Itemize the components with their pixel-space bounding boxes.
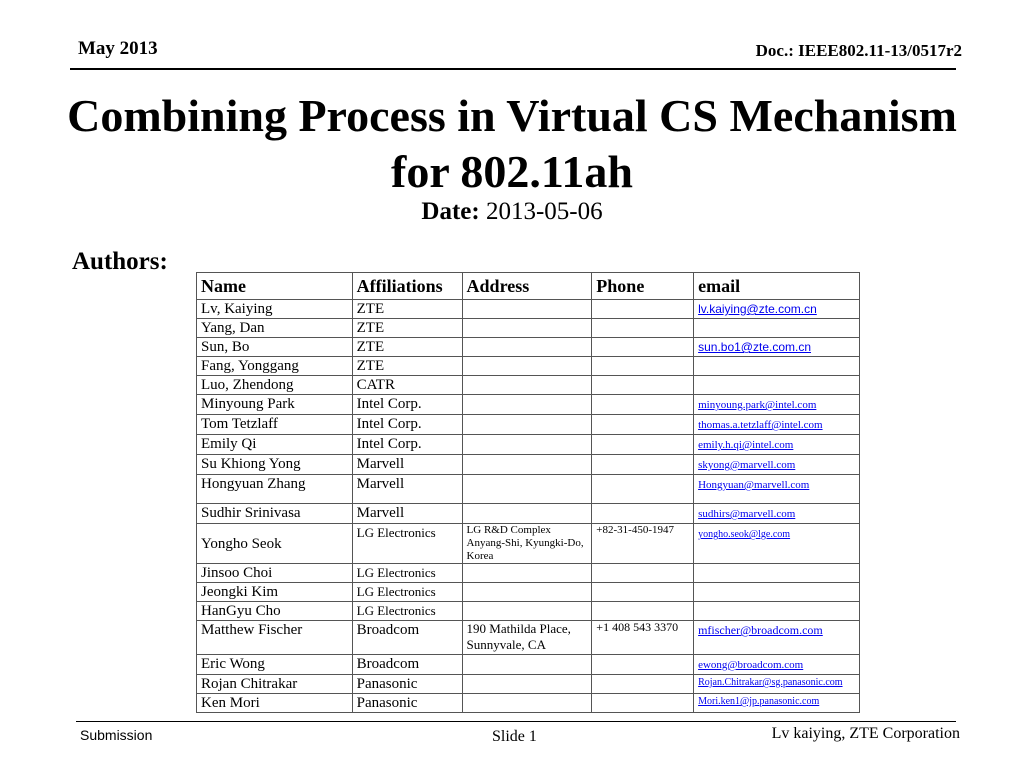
author-email-cell [694, 475, 860, 504]
author-email-cell [694, 338, 860, 357]
email-link[interactable]: emily.h.qi@intel.com [698, 439, 794, 451]
email-link[interactable]: yongho.seok@lge.com [698, 529, 791, 540]
author-affiliation: Broadcom [352, 655, 462, 675]
author-phone [592, 395, 694, 415]
author-address [462, 338, 592, 357]
table-row [197, 319, 860, 338]
author-email-cell [694, 675, 860, 694]
email-link[interactable]: Hongyuan@marvell.com [698, 479, 810, 491]
email-link[interactable]: ewong@broadcom.com [698, 659, 804, 671]
author-email-cell [694, 376, 860, 395]
footer-submission: Submission [80, 727, 153, 743]
author-affiliation: ZTE [352, 357, 462, 376]
table-row [197, 435, 860, 455]
table-row [197, 504, 860, 524]
col-header-phone: Phone [592, 273, 694, 300]
author-affiliation: LG Electronics [352, 602, 462, 621]
author-affiliation: Panasonic [352, 675, 462, 694]
author-name: Rojan Chitrakar [197, 675, 353, 694]
author-address [462, 602, 592, 621]
author-phone [592, 675, 694, 694]
author-address [462, 415, 592, 435]
author-affiliation: Intel Corp. [352, 395, 462, 415]
author-name: Su Khiong Yong [197, 455, 353, 475]
author-phone [592, 319, 694, 338]
author-phone [592, 694, 694, 713]
author-affiliation: LG Electronics [352, 524, 462, 564]
author-email-cell [694, 564, 860, 583]
email-link[interactable]: lv.kaiying@zte.com.cn [698, 302, 817, 316]
table-row [197, 455, 860, 475]
table-row [197, 357, 860, 376]
col-header-affiliations: Affiliations [352, 273, 462, 300]
author-phone [592, 415, 694, 435]
author-phone [592, 338, 694, 357]
author-name: Yang, Dan [197, 319, 353, 338]
email-link[interactable]: skyong@marvell.com [698, 459, 796, 471]
author-name: Yongho Seok [197, 524, 353, 564]
email-link[interactable]: thomas.a.tetzlaff@intel.com [698, 419, 823, 431]
author-address [462, 376, 592, 395]
authors-table [196, 272, 860, 713]
author-name: Luo, Zhendong [197, 376, 353, 395]
author-affiliation: Intel Corp. [352, 435, 462, 455]
author-affiliation: ZTE [352, 338, 462, 357]
author-affiliation: Marvell [352, 475, 462, 504]
author-phone [592, 376, 694, 395]
author-email-cell [694, 455, 860, 475]
email-link[interactable]: minyoung.park@intel.com [698, 399, 817, 411]
table-row [197, 602, 860, 621]
email-link[interactable]: Rojan.Chitrakar@sg.panasonic.com [698, 677, 843, 688]
table-row [197, 475, 860, 504]
table-header-row [197, 273, 860, 300]
table-row [197, 655, 860, 675]
author-email-cell [694, 602, 860, 621]
author-phone [592, 357, 694, 376]
author-address [462, 319, 592, 338]
author-name: Minyoung Park [197, 395, 353, 415]
author-affiliation: ZTE [352, 319, 462, 338]
author-address [462, 357, 592, 376]
author-address [462, 675, 592, 694]
author-address: 190 Mathilda Place, Sunnyvale, CA [462, 621, 592, 655]
table-row [197, 564, 860, 583]
author-email-cell [694, 435, 860, 455]
author-phone [592, 655, 694, 675]
author-affiliation: Marvell [352, 455, 462, 475]
author-address [462, 395, 592, 415]
author-name: Jeongki Kim [197, 583, 353, 602]
author-email-cell [694, 655, 860, 675]
author-address [462, 694, 592, 713]
table-row [197, 675, 860, 694]
author-email-cell [694, 395, 860, 415]
author-email-cell [694, 621, 860, 655]
author-name: Sudhir Srinivasa [197, 504, 353, 524]
author-email-cell [694, 415, 860, 435]
author-name: Eric Wong [197, 655, 353, 675]
author-email-cell [694, 524, 860, 564]
author-affiliation: Panasonic [352, 694, 462, 713]
slide-title [40, 88, 984, 200]
author-email-cell [694, 694, 860, 713]
author-address: LG R&D Complex Anyang-Shi, Kyungki-Do, Korea [462, 524, 592, 564]
author-name: Sun, Bo [197, 338, 353, 357]
title-line-2: for 802.11ah [391, 146, 633, 197]
email-link[interactable]: sudhirs@marvell.com [698, 508, 796, 520]
author-address [462, 655, 592, 675]
author-email-cell [694, 319, 860, 338]
author-phone: +82-31-450-1947 [592, 524, 694, 564]
table-row [197, 395, 860, 415]
author-email-cell [694, 300, 860, 319]
author-name: Lv, Kaiying [197, 300, 353, 319]
author-phone [592, 564, 694, 583]
author-name: Fang, Yonggang [197, 357, 353, 376]
author-name: Hongyuan Zhang [197, 475, 353, 504]
author-address [462, 455, 592, 475]
author-phone [592, 583, 694, 602]
date-label: Date: [421, 198, 480, 225]
table-row [197, 621, 860, 655]
author-phone [592, 300, 694, 319]
author-affiliation: LG Electronics [352, 583, 462, 602]
col-header-name: Name [197, 273, 353, 300]
author-name: Tom Tetzlaff [197, 415, 353, 435]
header-divider [70, 68, 956, 70]
author-affiliation: LG Electronics [352, 564, 462, 583]
author-name: Matthew Fischer [197, 621, 353, 655]
authors-label: Authors: [72, 248, 168, 275]
col-header-email: email [694, 273, 860, 300]
author-address [462, 435, 592, 455]
author-affiliation: ZTE [352, 300, 462, 319]
date-value: 2013-05-06 [479, 198, 603, 225]
author-affiliation: Intel Corp. [352, 415, 462, 435]
author-phone [592, 504, 694, 524]
author-phone [592, 475, 694, 504]
footer-author: Lv kaiying, ZTE Corporation [771, 725, 960, 742]
email-link[interactable]: mfischer@broadcom.com [698, 623, 823, 637]
author-name: HanGyu Cho [197, 602, 353, 621]
author-affiliation: CATR [352, 376, 462, 395]
author-phone: +1 408 543 3370 [592, 621, 694, 655]
author-address [462, 564, 592, 583]
table-row [197, 524, 860, 564]
slide-number: Slide 1 [492, 728, 537, 745]
author-email-cell [694, 504, 860, 524]
author-name: Ken Mori [197, 694, 353, 713]
table-row [197, 415, 860, 435]
table-row [197, 694, 860, 713]
date-line [0, 198, 1024, 226]
author-name: Emily Qi [197, 435, 353, 455]
email-link[interactable]: Mori.ken1@jp.panasonic.com [698, 696, 820, 707]
author-address [462, 475, 592, 504]
author-phone [592, 602, 694, 621]
author-phone [592, 435, 694, 455]
author-address [462, 504, 592, 524]
col-header-address: Address [462, 273, 592, 300]
author-phone [592, 455, 694, 475]
author-address [462, 583, 592, 602]
author-affiliation: Broadcom [352, 621, 462, 655]
email-link[interactable]: sun.bo1@zte.com.cn [698, 340, 811, 354]
table-row [197, 583, 860, 602]
footer-divider [76, 721, 956, 722]
author-email-cell [694, 583, 860, 602]
author-address [462, 300, 592, 319]
author-email-cell [694, 357, 860, 376]
header-date: May 2013 [78, 38, 158, 59]
table-row [197, 376, 860, 395]
author-name: Jinsoo Choi [197, 564, 353, 583]
title-line-1: Combining Process in Virtual CS Mechanism [67, 90, 957, 141]
author-affiliation: Marvell [352, 504, 462, 524]
table-row [197, 338, 860, 357]
document-number: Doc.: IEEE802.11-13/0517r2 [755, 41, 962, 60]
table-row [197, 300, 860, 319]
